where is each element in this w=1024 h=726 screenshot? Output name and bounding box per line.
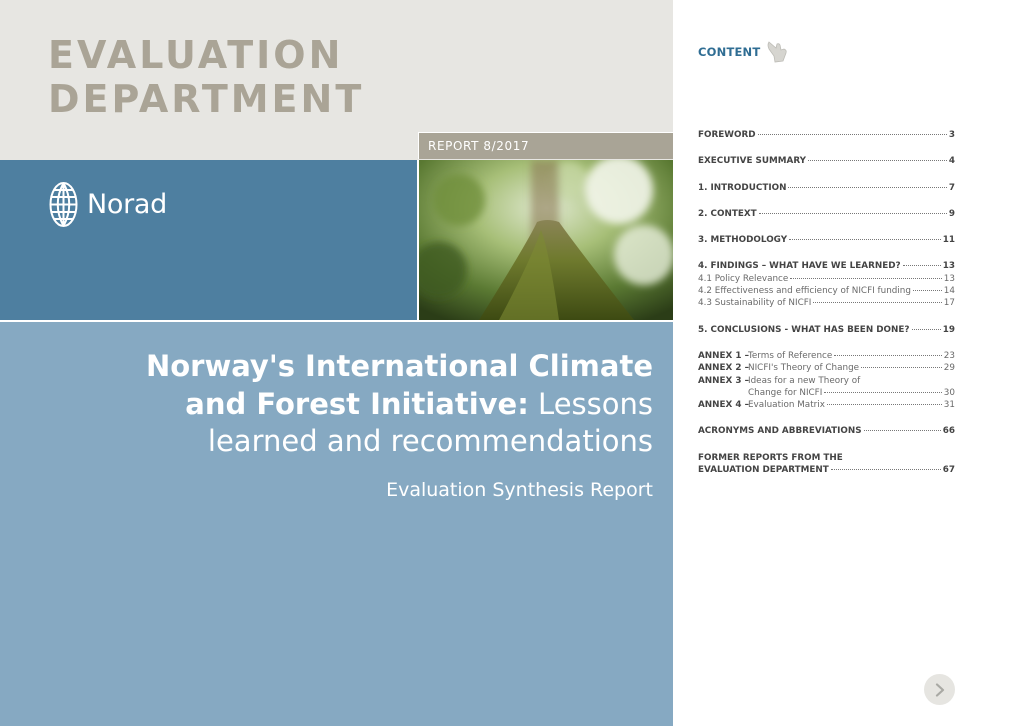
toc-item-methodology[interactable] [698, 234, 955, 246]
toc-label: FOREWORD [698, 130, 756, 140]
report-title [146, 348, 653, 501]
toc-item-context[interactable] [698, 208, 955, 220]
annex-prefix: ANNEX 4 – [698, 400, 749, 411]
toc-item-policy-relevance[interactable] [698, 273, 955, 285]
toc-page: 4 [948, 156, 955, 167]
toc-page: 3 [948, 130, 955, 140]
toc-item-annex-4[interactable] [698, 399, 955, 411]
toc-page: 66 [942, 426, 955, 437]
toc-leader [831, 469, 941, 470]
title-panel [0, 321, 673, 726]
title-line-2-bold: and Forest Initiative: [185, 386, 529, 421]
toc-item-annex-1[interactable] [698, 350, 955, 362]
toc-leader [790, 278, 942, 279]
toc-leader [834, 355, 942, 356]
toc-leader [912, 329, 941, 330]
toc-label: 4.1 Policy Relevance [698, 273, 789, 284]
toc-item-annex-2[interactable] [698, 362, 955, 374]
annex-prefix: ANNEX 3 – [698, 375, 749, 386]
logo-wordmark: Norad [87, 189, 168, 220]
toc-page: 14 [943, 286, 955, 297]
toc-item-sustainability[interactable] [698, 297, 955, 309]
toc-label: 5. CONCLUSIONS - WHAT HAS BEEN DONE? [698, 324, 910, 335]
toc-page: 13 [943, 273, 955, 284]
toc-page: 67 [942, 465, 955, 476]
toc-label: EXECUTIVE SUMMARY [698, 156, 807, 167]
toc-label: Change for NICFI [748, 387, 823, 398]
toc-leader [788, 187, 946, 188]
toc-leader [864, 430, 941, 431]
annex-prefix: ANNEX 2 – [698, 363, 749, 374]
toc-leader [903, 265, 941, 266]
toc-leader [824, 392, 941, 393]
globe-logo-icon [48, 180, 79, 229]
toc-page: 13 [942, 261, 955, 272]
toc-label: EVALUATION DEPARTMENT [698, 465, 829, 476]
toc-item-annex-3[interactable] [698, 375, 955, 387]
toc-item-former-reports[interactable] [698, 452, 955, 464]
toc-heading-label: CONTENT [698, 45, 761, 59]
pointer-hand-icon [766, 39, 790, 65]
toc-leader [759, 213, 947, 214]
title-line-2-light: Lessons [538, 386, 653, 421]
toc-page: 7 [948, 182, 955, 193]
toc-label: 4.3 Sustainability of NICFI [698, 298, 812, 309]
toc-page: 9 [948, 208, 955, 219]
chevron-right-icon [934, 683, 946, 697]
toc-page: 30 [943, 387, 955, 398]
toc-item-introduction[interactable] [698, 182, 955, 194]
report-number: REPORT 8/2017 [418, 132, 673, 159]
toc-leader [789, 239, 941, 240]
toc-page: 19 [942, 324, 955, 335]
toc-leader [861, 367, 942, 368]
title-line-3: learned and recommendations [207, 424, 653, 458]
toc-label: 2. CONTEXT [698, 208, 757, 219]
toc-label: 1. INTRODUCTION [698, 182, 787, 193]
toc-item-findings[interactable] [698, 260, 955, 272]
toc-list [698, 129, 955, 476]
toc-item-foreword[interactable] [698, 129, 955, 141]
toc-item-conclusions[interactable] [698, 324, 955, 336]
toc-page: 29 [943, 363, 955, 374]
toc-leader [913, 290, 942, 291]
toc-heading [698, 39, 790, 65]
toc-page: 31 [943, 400, 955, 411]
toc-item-effectiveness[interactable] [698, 285, 955, 297]
toc-item-executive-summary[interactable] [698, 155, 955, 167]
toc-page: 17 [943, 298, 955, 309]
toc-page: 11 [942, 235, 955, 246]
next-page-button[interactable] [924, 674, 955, 705]
toc-label: Ideas for a new Theory of [748, 375, 861, 386]
brand-band [0, 160, 417, 320]
title-line-2 [146, 386, 653, 424]
cover-photo [418, 160, 673, 320]
report-subtitle: Evaluation Synthesis Report [386, 478, 653, 501]
toc-label: ACRONYMS AND ABBREVIATIONS [698, 426, 862, 437]
toc-label: 4.2 Effectiveness and efficiency of NICFI funding [698, 286, 911, 297]
toc-label: Terms of Reference [748, 350, 833, 361]
department-title: EVALUATION DEPARTMENT [48, 33, 365, 121]
forest-photo-image [419, 160, 673, 320]
toc-item-annex-3-cont[interactable] [698, 387, 955, 399]
toc-leader [758, 134, 947, 135]
table-of-contents-panel [673, 0, 1024, 725]
toc-page: 23 [943, 350, 955, 361]
toc-leader [813, 302, 941, 303]
toc-label: FORMER REPORTS FROM THE [698, 452, 843, 463]
toc-label: 4. FINDINGS – WHAT HAVE WE LEARNED? [698, 261, 901, 272]
toc-leader [827, 404, 942, 405]
toc-item-former-reports-cont[interactable] [698, 464, 955, 476]
toc-label: 3. METHODOLOGY [698, 235, 788, 246]
toc-leader [808, 160, 947, 161]
toc-label: Evaluation Matrix [748, 400, 825, 411]
norad-logo [48, 180, 167, 229]
toc-item-acronyms[interactable] [698, 425, 955, 437]
toc-label: NICFI's Theory of Change [748, 363, 860, 374]
title-line-1: Norway's International Climate [145, 349, 653, 383]
annex-prefix: ANNEX 1 – [698, 350, 749, 361]
